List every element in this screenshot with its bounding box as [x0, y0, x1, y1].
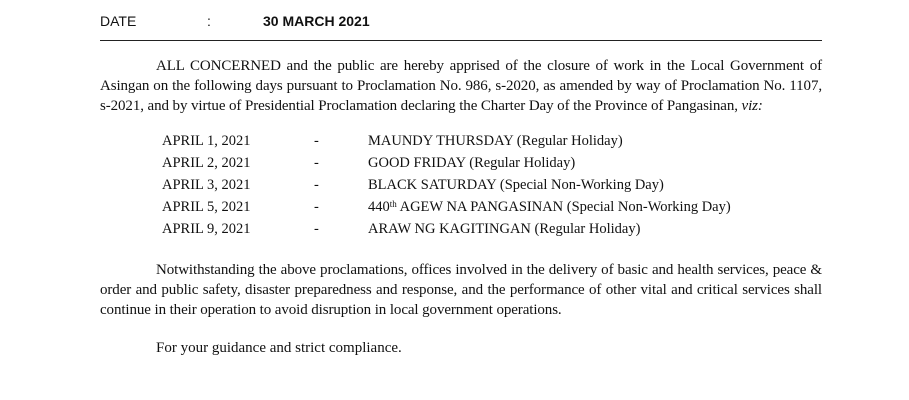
holiday-type: (Regular Holiday) [469, 155, 576, 171]
holiday-name: AGEW NA PANGASINAN [399, 199, 564, 215]
date-header [100, 0, 822, 41]
holiday-dash: - [314, 177, 319, 193]
holiday-type: (Special Non-Working Day) [499, 177, 664, 193]
viz-text: viz: [741, 98, 763, 114]
holiday-list [100, 130, 822, 240]
date-colon: : [207, 13, 211, 29]
holiday-date: APRIL 2, 2021 [162, 155, 251, 171]
holiday-row [100, 174, 822, 196]
holiday-row [100, 196, 822, 218]
essential-services-paragraph: Notwithstanding the above proclamations, offices involved in the delivery of basic and health services, peace & order and public safety, disaster preparedness and response, and the performance of other vital and critical services shall continue in their operation to avoid disruption in local government operations. [100, 262, 822, 318]
holiday-description [368, 174, 664, 196]
holiday-dash: - [314, 199, 319, 215]
holiday-name: BLACK SATURDAY [368, 177, 497, 193]
memorandum-document [100, 0, 822, 373]
holiday-name: GOOD FRIDAY [368, 155, 466, 171]
holiday-description [368, 152, 575, 174]
closing-paragraph: For your guidance and strict compliance. [156, 340, 402, 356]
holiday-dash: - [314, 221, 319, 237]
holiday-number: 440 [368, 199, 390, 215]
holiday-date: APRIL 9, 2021 [162, 221, 251, 237]
holiday-type: (Special Non-Working Day) [566, 199, 731, 215]
date-label: DATE [100, 13, 137, 29]
holiday-date: APRIL 1, 2021 [162, 133, 251, 149]
date-value: 30 MARCH 2021 [263, 13, 370, 29]
holiday-date: APRIL 5, 2021 [162, 199, 251, 215]
holiday-date: APRIL 3, 2021 [162, 177, 251, 193]
holiday-description [368, 130, 623, 152]
closure-announcement-paragraph [100, 56, 822, 116]
holiday-name: MAUNDY THURSDAY [368, 133, 514, 149]
holiday-row [100, 218, 822, 240]
holiday-type: (Regular Holiday) [516, 133, 623, 149]
holiday-row [100, 130, 822, 152]
holiday-ordinal-suffix: th [389, 199, 397, 209]
holiday-description [368, 196, 731, 218]
holiday-dash: - [314, 155, 319, 171]
holiday-description [368, 218, 640, 240]
holiday-row [100, 152, 822, 174]
paragraph1-text: ALL CONCERNED and the public are hereby apprised of the closure of work in the Local Government of Asingan on the following days pursuant to Proclamation No. 986, s-2020, as amended by way of Proclamation No. 1107, s-2021, and by virtue of Presidential Proclamation declaring the Charter Day of the Province of Pangasinan, [100, 58, 822, 114]
holiday-type: (Regular Holiday) [534, 221, 641, 237]
holiday-dash: - [314, 133, 319, 149]
holiday-name: ARAW NG KAGITINGAN [368, 221, 531, 237]
